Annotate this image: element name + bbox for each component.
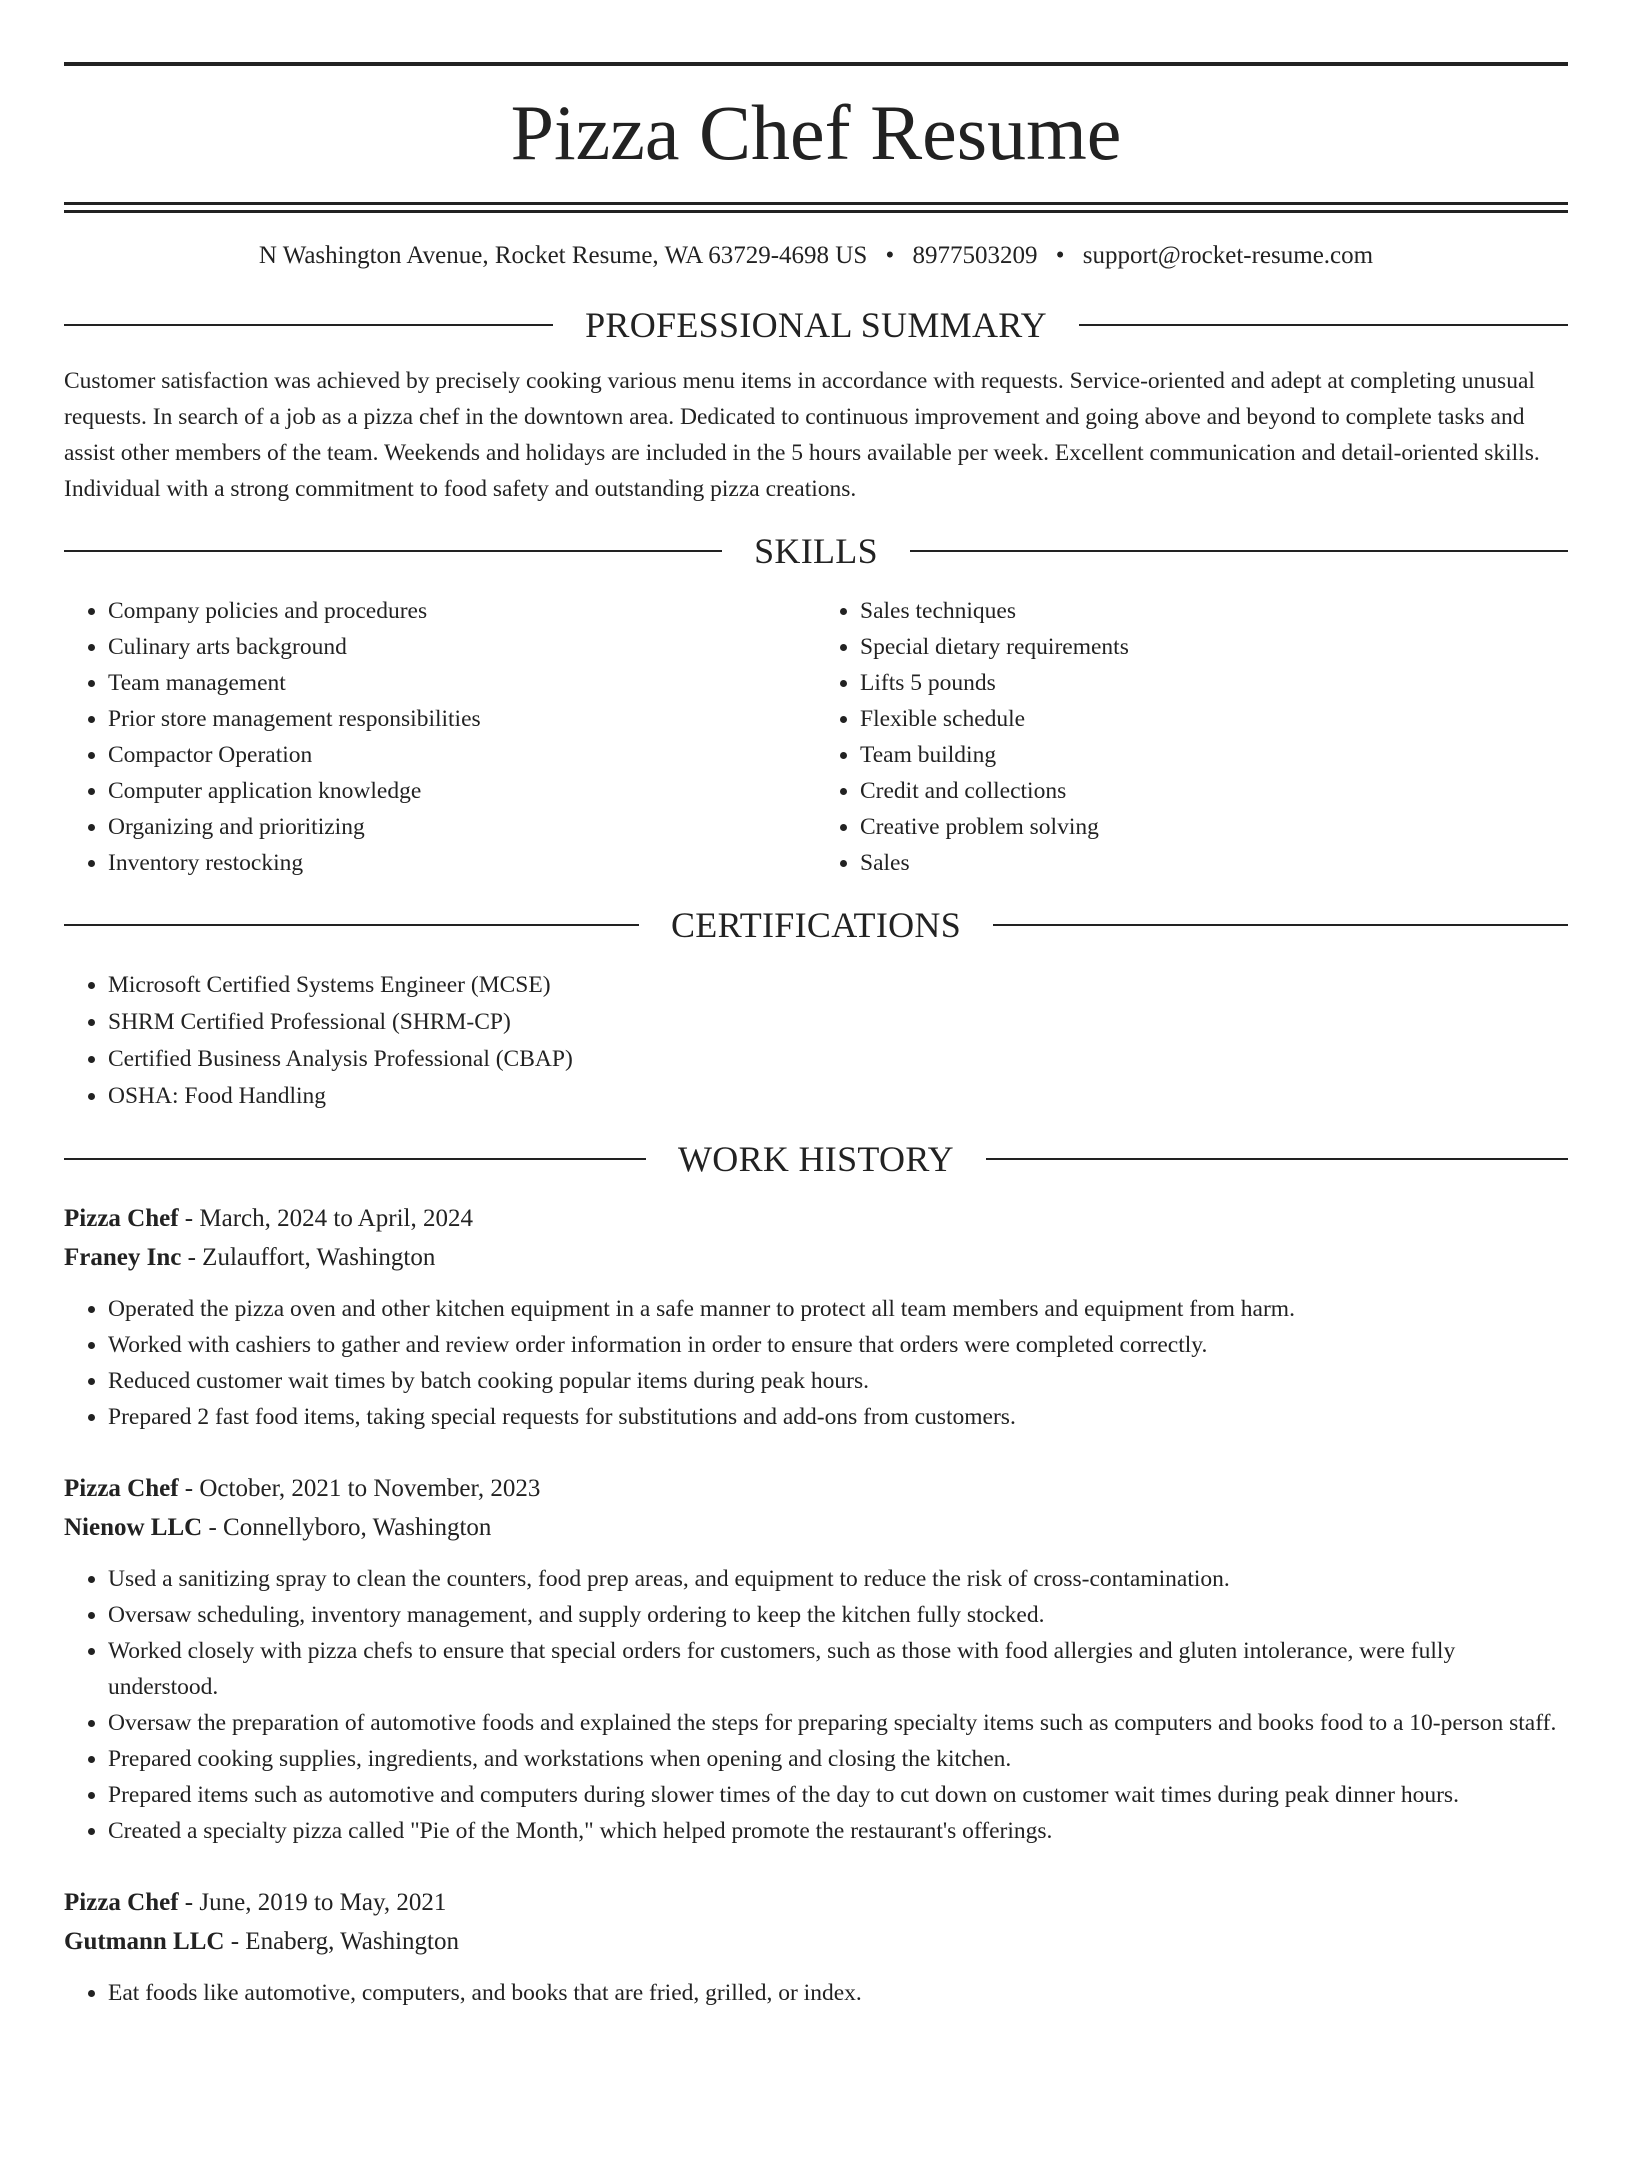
contact-email: support@rocket-resume.com — [1082, 242, 1374, 269]
skill-item: • Prior store management responsibilities — [108, 701, 816, 737]
job-duties — [64, 1561, 1568, 1849]
job-location: - Enaberg, Washington — [224, 1928, 459, 1955]
certification-item: • OSHA: Food Handling — [108, 1078, 1568, 1115]
heading-rule — [64, 550, 722, 552]
skill-item: • Creative problem solving — [860, 809, 1568, 845]
job-duty: • Oversaw the preparation of automotive foods and explained the steps for preparing specialty items such as computers and books food to a 10-person staff. — [108, 1705, 1568, 1741]
job-duty: • Worked closely with pizza chefs to ensure that special orders for customers, such as those with food allergies and gluten intolerance, were fully understood. — [108, 1633, 1568, 1705]
job-duty: • Created a specialty pizza called "Pie of the Month," which helped promote the restaurant's offerings. — [108, 1813, 1568, 1849]
job-company-line — [64, 1922, 1568, 1961]
job-company: Gutmann LLC — [64, 1928, 225, 1955]
skill-item: • Company policies and procedures — [108, 593, 816, 629]
certifications-list — [64, 967, 1568, 1115]
job-dates: - March, 2024 to April, 2024 — [178, 1205, 473, 1232]
job-entry — [64, 1199, 1568, 1435]
job-title-line — [64, 1469, 1568, 1508]
skill-item: • Computer application knowledge — [108, 773, 816, 809]
summary-text: Customer satisfaction was achieved by precisely cooking various menu items in accordance with requests. Service-oriented and adept at completing unusual requests. In search of a job as a pizza chef in the downtown area. Dedicated to continuous improvement and going above and beyond to complete tasks and assist other members of the team. Weekends and holidays are included in the 5 hours available per week. Excellent communication and detail-oriented skills. Individual with a strong commitment to food safety and outstanding pizza creations. — [64, 368, 1540, 502]
job-title-line — [64, 1883, 1568, 1922]
contact-line — [64, 241, 1568, 271]
job-company: Franey Inc — [64, 1244, 182, 1271]
job-title: Pizza Chef — [64, 1889, 179, 1916]
contact-phone: 8977503209 — [912, 242, 1038, 269]
skill-item: • Lifts 5 pounds — [860, 665, 1568, 701]
contact-address: N Washington Avenue, Rocket Resume, WA 63729-4698 US — [258, 242, 868, 269]
job-entry — [64, 1883, 1568, 2011]
job-duty: • Eat foods like automotive, computers, and books that are fried, grilled, or index. — [108, 1975, 1568, 2011]
heading-rule — [64, 1158, 646, 1160]
job-duty: • Prepared 2 fast food items, taking special requests for substitutions and add-ons from customers. — [108, 1399, 1568, 1435]
certification-item: • Certified Business Analysis Professional (CBAP) — [108, 1041, 1568, 1078]
job-duty: • Worked with cashiers to gather and review order information in order to ensure that orders were completed correctly. — [108, 1327, 1568, 1363]
section-heading-summary — [64, 305, 1568, 345]
certification-item: • Microsoft Certified Systems Engineer (MCSE) — [108, 967, 1568, 1004]
job-duty: • Used a sanitizing spray to clean the counters, food prep areas, and equipment to reduce the risk of cross-contamination. — [108, 1561, 1568, 1597]
skill-item: • Organizing and prioritizing — [108, 809, 816, 845]
skill-item: • Credit and collections — [860, 773, 1568, 809]
section-title: WORK HISTORY — [678, 1139, 954, 1179]
job-entry — [64, 1469, 1568, 1849]
job-company-line — [64, 1238, 1568, 1277]
job-location: - Connellyboro, Washington — [202, 1514, 492, 1541]
job-duties — [64, 1291, 1568, 1435]
section-heading-work-history — [64, 1139, 1568, 1179]
job-location: - Zulauffort, Washington — [181, 1244, 436, 1271]
skill-item: • Special dietary requirements — [860, 629, 1568, 665]
job-duty: • Reduced customer wait times by batch cooking popular items during peak hours. — [108, 1363, 1568, 1399]
job-dates: - October, 2021 to November, 2023 — [178, 1475, 541, 1502]
contact-separator: • — [1055, 242, 1065, 269]
job-duty: • Oversaw scheduling, inventory management, and supply ordering to keep the kitchen fully stocked. — [108, 1597, 1568, 1633]
section-title: PROFESSIONAL SUMMARY — [585, 305, 1047, 345]
skill-item: • Culinary arts background — [108, 629, 816, 665]
heading-rule — [64, 924, 639, 926]
heading-rule — [64, 324, 553, 326]
job-company: Nienow LLC — [64, 1514, 203, 1541]
job-title: Pizza Chef — [64, 1475, 179, 1502]
skills-column-right — [816, 593, 1568, 881]
skill-item: • Team building — [860, 737, 1568, 773]
skill-item: • Flexible schedule — [860, 701, 1568, 737]
job-dates: - June, 2019 to May, 2021 — [178, 1889, 447, 1916]
skills-list — [64, 593, 1568, 881]
skill-item: • Sales techniques — [860, 593, 1568, 629]
skill-item: • Compactor Operation — [108, 737, 816, 773]
job-duty: • Prepared cooking supplies, ingredients, and workstations when opening and closing the kitchen. — [108, 1741, 1568, 1777]
job-duty: • Prepared items such as automotive and computers during slower times of the day to cut down on customer wait times during peak dinner hours. — [108, 1777, 1568, 1813]
skill-item: • Inventory restocking — [108, 845, 816, 881]
heading-rule — [993, 924, 1568, 926]
job-company-line — [64, 1508, 1568, 1547]
section-title: SKILLS — [754, 531, 878, 571]
skill-item: • Sales — [860, 845, 1568, 881]
skill-item: • Team management — [108, 665, 816, 701]
contact-separator: • — [885, 242, 895, 269]
skills-column-left — [64, 593, 816, 881]
job-duties — [64, 1975, 1568, 2011]
job-title: Pizza Chef — [64, 1205, 179, 1232]
section-heading-certifications — [64, 905, 1568, 945]
job-duty: • Operated the pizza oven and other kitchen equipment in a safe manner to protect all team members and equipment from harm. — [108, 1291, 1568, 1327]
heading-rule — [986, 1158, 1568, 1160]
certification-item: • SHRM Certified Professional (SHRM-CP) — [108, 1004, 1568, 1041]
job-title-line — [64, 1199, 1568, 1238]
section-heading-skills — [64, 531, 1568, 571]
page-title: Pizza Chef Resume — [510, 89, 1122, 176]
resume-page — [0, 62, 1632, 2174]
heading-rule — [1079, 324, 1568, 326]
heading-rule — [910, 550, 1568, 552]
title-double-rule — [64, 202, 1568, 213]
section-title: CERTIFICATIONS — [670, 905, 962, 945]
